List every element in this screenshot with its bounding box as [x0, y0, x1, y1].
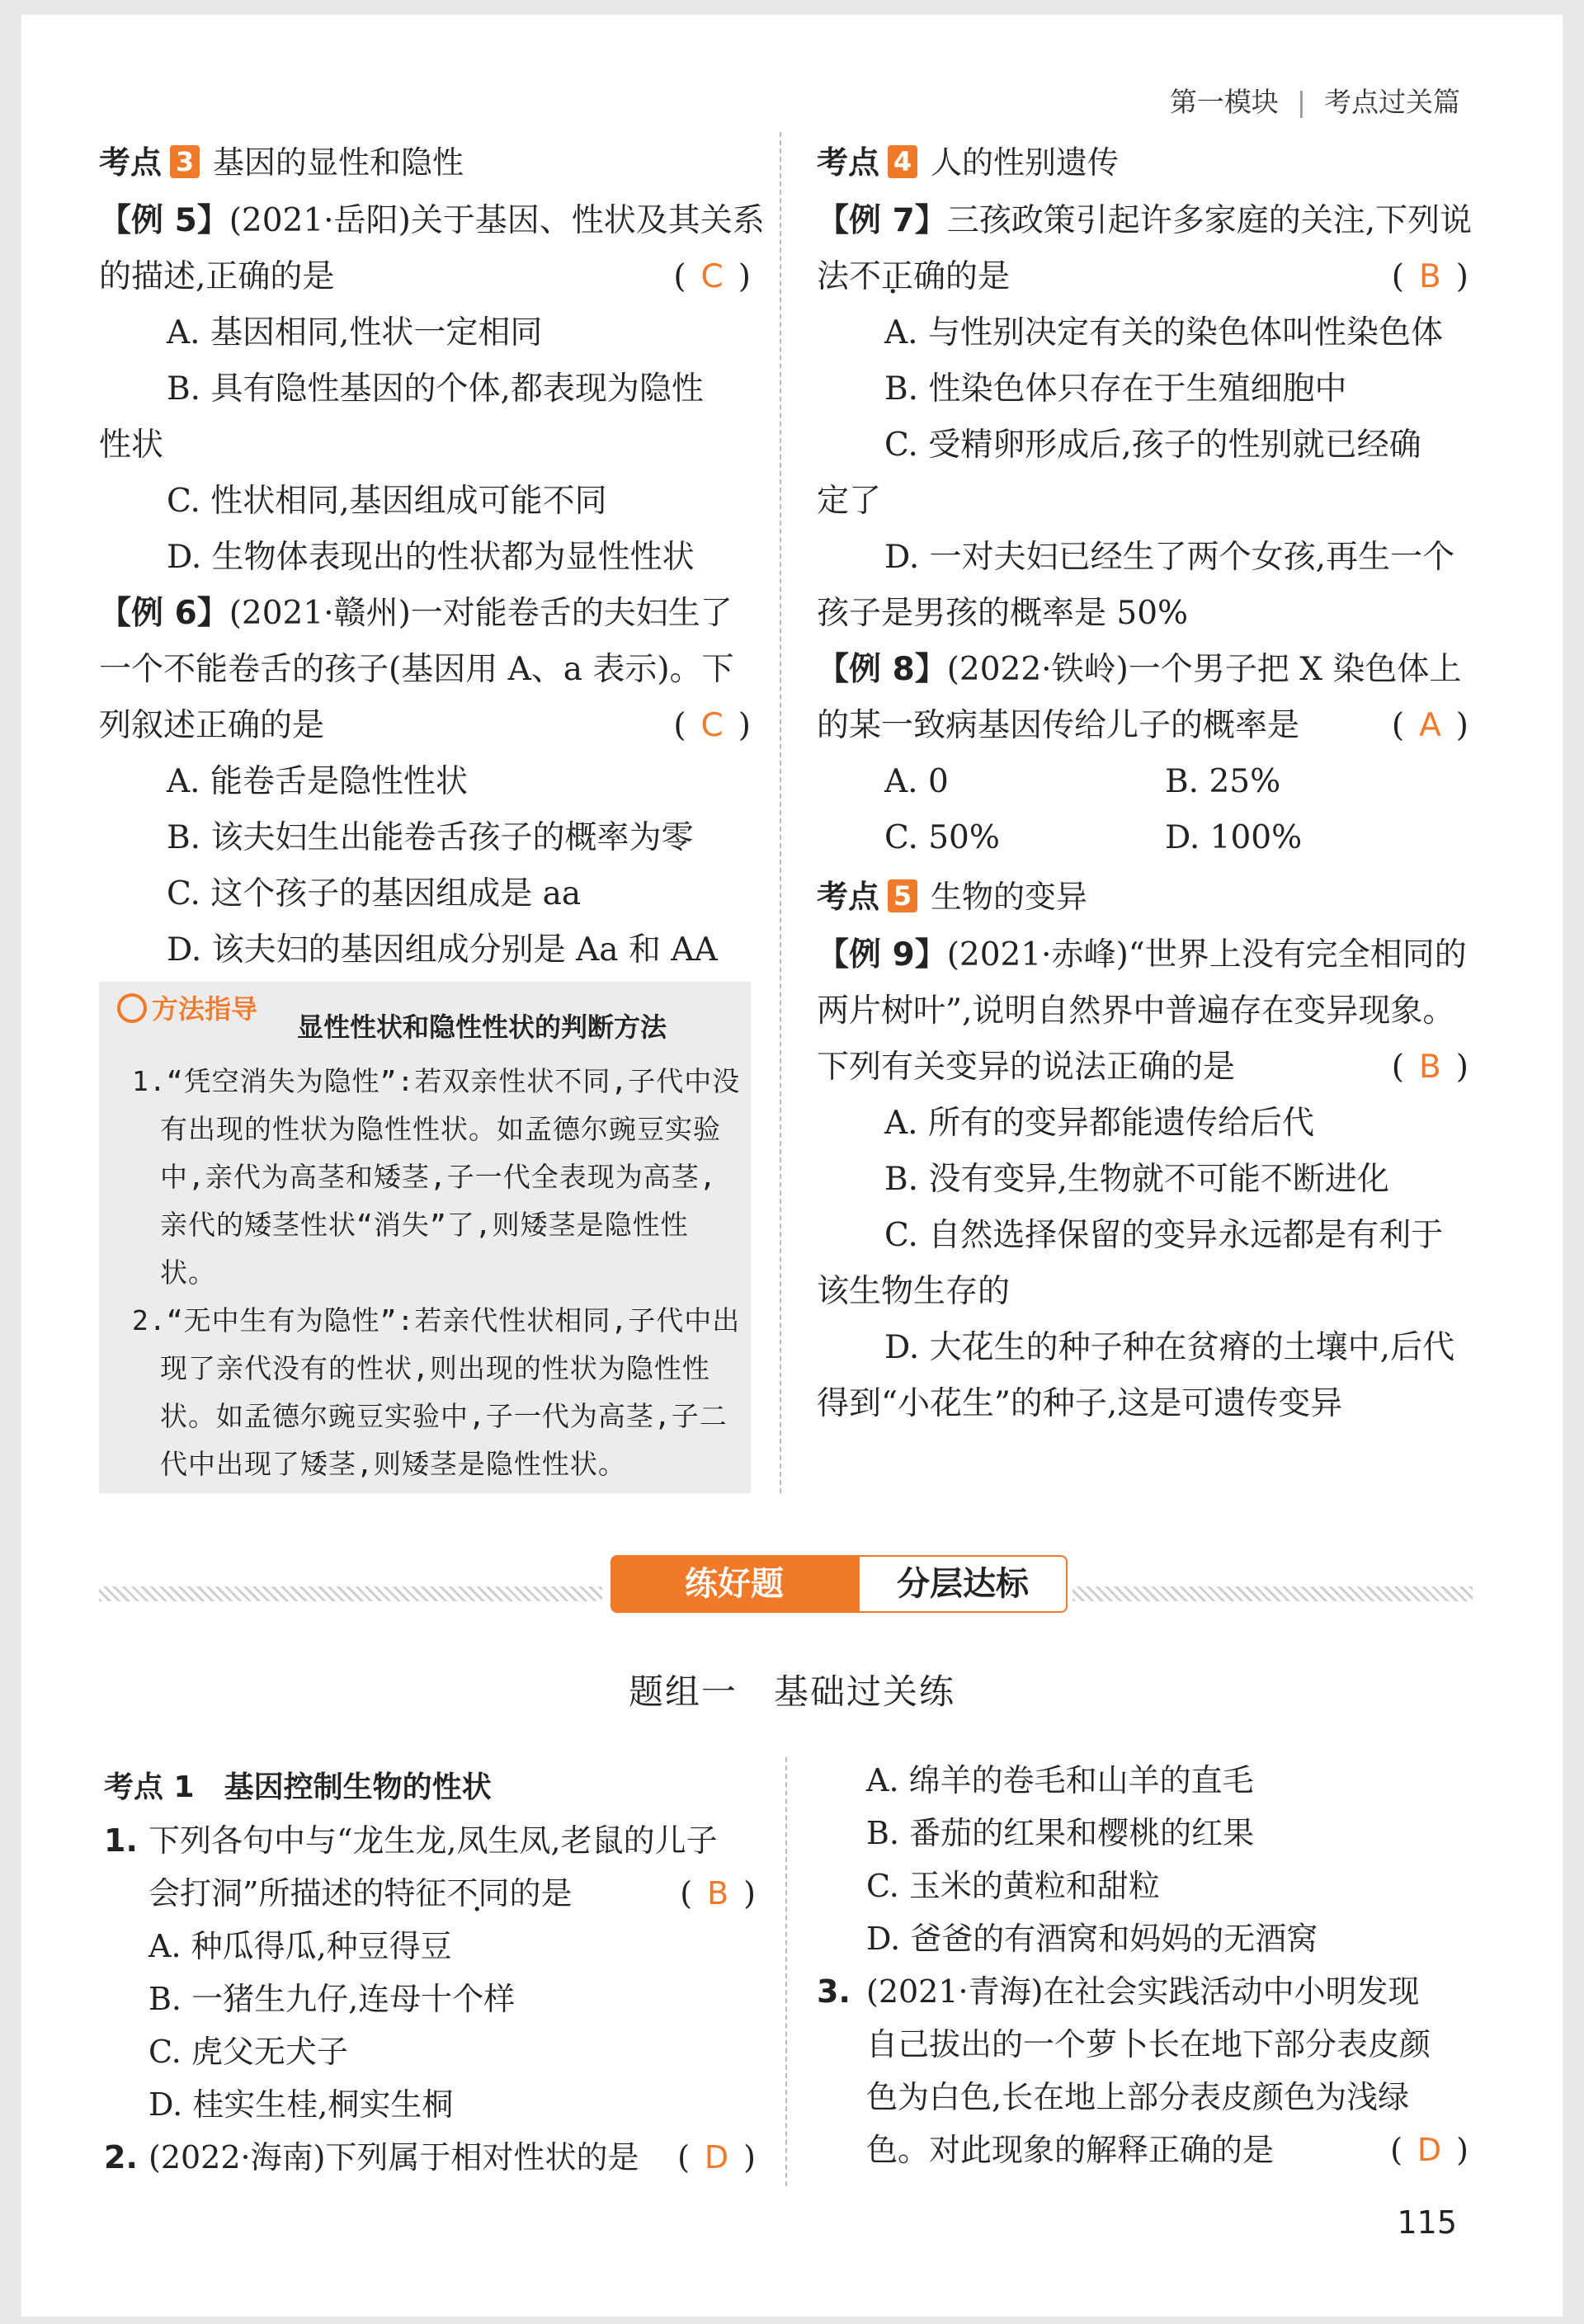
question-1-line2: 会打洞”所描述的特征不同的是 ( B )	[104, 1867, 756, 1920]
answer-slot: ( C )	[673, 707, 751, 744]
option-d: D. 生物体表现出的性状都为显性性状	[167, 539, 695, 576]
option-d: D. 一对夫妇已经生了两个女孩,再生一个	[884, 539, 1455, 576]
example-tag: 【例 9】	[817, 936, 947, 973]
example-8-line2: 的某一致病基因传给儿子的概率是 ( A )	[817, 698, 1468, 754]
bottom-right-column	[817, 1754, 1468, 2176]
page-number: 115	[1397, 2204, 1457, 2241]
right-column	[817, 132, 1473, 1432]
option-a: A. 能卷舌是隐性性状	[167, 763, 468, 800]
option-a: A. 种瓜得瓜,种豆得豆	[148, 1928, 452, 1964]
option-c: C. 50%	[884, 819, 1000, 856]
group-title: 题组一 基础过关练	[628, 1671, 955, 1712]
answer-slot: ( A )	[1391, 707, 1468, 744]
answer-slot: ( D )	[1390, 2132, 1468, 2168]
column-divider-top	[780, 132, 781, 1493]
question-number: 2.	[104, 2139, 138, 2176]
guide-point-1: 1.“凭空消失为隐性”:若双亲性状不同,子代中没有出现的性状为隐性性状。如孟德尔豌豆实验中,亲代为高茎和矮茎,子一代全表现为高茎,亲代的矮茎性状“消失”了,则矮茎是隐性性状。	[132, 1065, 741, 1289]
topic-4-heading	[817, 132, 1468, 193]
question-3-line4: 色。对此现象的解释正确的是 ( D )	[817, 2124, 1468, 2176]
example-tag: 【例 7】	[817, 202, 947, 239]
option-d-cont: 孩子是男孩的概率是 50%	[817, 595, 1189, 632]
question-number: 3.	[817, 1973, 851, 2010]
answer-value: B	[1419, 1049, 1441, 1086]
example-tag: 【例 5】	[99, 202, 229, 239]
example-tag: 【例 8】	[817, 651, 947, 688]
option-b: B. 该夫妇生出能卷舌孩子的概率为零	[167, 819, 694, 856]
options-row-ab	[817, 754, 1468, 810]
option-c: C. 这个孩子的基因组成是 aa	[167, 875, 582, 912]
option-d: D. 爸爸的有酒窝和妈妈的无酒窝	[866, 1921, 1318, 1957]
question-3-line1: 3. (2021·青海)在社会实践活动中小明发现	[817, 1965, 1468, 2018]
option-b: B. 一猪生九仔,连母十个样	[148, 1981, 516, 2017]
option-a: A. 绵羊的卷毛和山羊的直毛	[866, 1762, 1254, 1798]
example-6-line2: 一个不能卷舌的孩子(基因用 A、a 表示)。下	[99, 651, 734, 688]
option-a: A. 基因相同,性状一定相同	[167, 314, 543, 351]
banner-tag-primary: 练好题	[610, 1555, 858, 1613]
guide-title: 方法指导	[117, 988, 257, 1026]
banner-tag-secondary: 分层达标	[858, 1555, 1068, 1613]
example-6-line3: 列叙述正确的是 ( C )	[99, 698, 751, 754]
answer-value: D	[704, 2139, 729, 2176]
option-c: C. 性状相同,基因组成可能不同	[167, 483, 607, 520]
question-number: 1.	[104, 1822, 138, 1859]
answer-value: D	[1417, 2132, 1442, 2168]
option-b: B. 番茄的红果和樱桃的红果	[866, 1815, 1255, 1851]
option-c: C. 受精卵形成后,孩子的性别就已经确	[884, 427, 1421, 464]
emphasized-text: 不正确	[849, 258, 946, 295]
topic-1-heading: 考点 1 基因控制生物的性状	[104, 1770, 492, 1804]
option-c: C. 自然选择保留的变异永远都是有利于	[884, 1217, 1444, 1254]
column-divider-bottom	[785, 1757, 787, 2186]
header-separator: |	[1296, 86, 1306, 118]
question-2-line1: 2. (2022·海南)下列属于相对性状的是 ( D )	[104, 2131, 756, 2184]
guide-subtitle: 显性性状和隐性性状的判断方法	[297, 1011, 667, 1043]
topic-number-badge: 4	[888, 145, 917, 178]
answer-slot: ( B )	[1391, 1049, 1468, 1086]
option-d: D. 该夫妇的基因组成分别是 Aa 和 AA	[167, 931, 718, 969]
example-6-line1: 【例 6】(2021·赣州)一对能卷舌的夫妇生了	[99, 595, 733, 632]
option-b: B. 具有隐性基因的个体,都表现为隐性	[167, 370, 704, 408]
answer-slot: ( C )	[673, 258, 751, 295]
header-section: 考点过关篇	[1324, 86, 1460, 118]
topic-title: 生物的变异	[931, 879, 1088, 915]
left-column	[99, 132, 765, 978]
options-row-cd	[817, 810, 1468, 866]
example-9-line2: 两片树叶”,说明自然界中普遍存在变异现象。	[817, 992, 1455, 1030]
topic-title: 人的性别遗传	[931, 144, 1120, 181]
answer-value: C	[700, 707, 724, 744]
topic-number-badge: 3	[170, 145, 200, 178]
answer-slot: ( B )	[1391, 258, 1468, 295]
topic-5-heading	[817, 866, 1468, 927]
option-c: C. 玉米的黄粒和甜粒	[866, 1868, 1160, 1904]
topic-label: 考点	[817, 879, 880, 915]
topic-label: 考点	[817, 144, 880, 181]
example-tag: 【例 6】	[99, 595, 229, 632]
guide-point-2: 2.“无中生有为隐性”:若亲代性状相同,子代中出现了亲代没有的性状,则出现的性状为隐性性状。如孟德尔豌豆实验中,子一代为高茎,子二代中出现了矮茎,则矮茎是隐性性状。	[132, 1304, 741, 1480]
header-module: 第一模块	[1169, 86, 1279, 118]
option-a: A. 0	[884, 763, 949, 800]
option-b: B. 性染色体只存在于生殖细胞中	[884, 370, 1347, 408]
emphasized-text: 不同	[446, 1875, 510, 1912]
topic-title: 基因的显性和隐性	[213, 144, 464, 181]
topic-3-heading	[99, 132, 751, 193]
option-a: A. 所有的变异都能遗传给后代	[884, 1105, 1314, 1142]
option-c-cont: 该生物生存的	[817, 1273, 1011, 1310]
answer-slot: ( D )	[677, 2139, 756, 2176]
method-guide-box	[99, 982, 751, 1493]
option-d-cont: 得到“小花生”的种子,这是可遗传变异	[817, 1385, 1343, 1422]
option-c: C. 虎父无犬子	[148, 2034, 348, 2070]
banner-stripe-right	[1072, 1586, 1473, 1601]
example-8-line1: 【例 8】(2022·铁岭)一个男子把 X 染色体上	[817, 651, 1462, 688]
example-5-line1: 【例 5】(2021·岳阳)关于基因、性状及其关系	[99, 202, 765, 239]
page-header	[1170, 81, 1460, 120]
banner-stripe-left	[99, 1586, 602, 1601]
question-3-line2: 自己拔出的一个萝卜长在地下部分表皮颜	[866, 2026, 1431, 2062]
gear-icon	[117, 993, 147, 1023]
option-c-cont: 定了	[817, 483, 882, 520]
question-1-line1: 1. 下列各句中与“龙生龙,凤生凤,老鼠的儿子	[104, 1814, 756, 1867]
option-a: A. 与性别决定有关的染色体叫性染色体	[884, 314, 1443, 351]
practice-banner	[99, 1555, 1473, 1613]
answer-value: A	[1419, 707, 1441, 744]
question-3-line3: 色为白色,长在地上部分表皮颜色为浅绿	[866, 2079, 1410, 2115]
option-d: D. 桂实生桂,桐实生桐	[148, 2086, 454, 2123]
answer-value: C	[700, 258, 724, 295]
example-7-line1: 【例 7】三孩政策引起许多家庭的关注,下列说	[817, 202, 1473, 239]
topic-number-badge: 5	[888, 879, 917, 912]
answer-value: B	[707, 1875, 729, 1912]
example-9-line3: 下列有关变异的说法正确的是 ( B )	[817, 1039, 1468, 1096]
option-d: D. 大花生的种子种在贫瘠的土壤中,后代	[884, 1329, 1455, 1366]
example-5-line2: 的描述,正确的是 ( C )	[99, 249, 751, 305]
option-b: B. 没有变异,生物就不可能不断进化	[884, 1161, 1389, 1198]
answer-value: B	[1419, 258, 1441, 295]
bottom-left-column	[104, 1761, 756, 2184]
example-9-line1: 【例 9】(2021·赤峰)“世界上没有完全相同的	[817, 936, 1467, 973]
guide-body	[132, 1058, 742, 1488]
option-d: D. 100%	[1165, 819, 1303, 856]
example-7-line2: 法不正确的是 ( B )	[817, 249, 1468, 305]
option-b: B. 25%	[1165, 763, 1281, 800]
topic-label: 考点	[99, 144, 163, 181]
answer-slot: ( B )	[680, 1875, 756, 1912]
option-b-cont: 性状	[99, 427, 164, 464]
